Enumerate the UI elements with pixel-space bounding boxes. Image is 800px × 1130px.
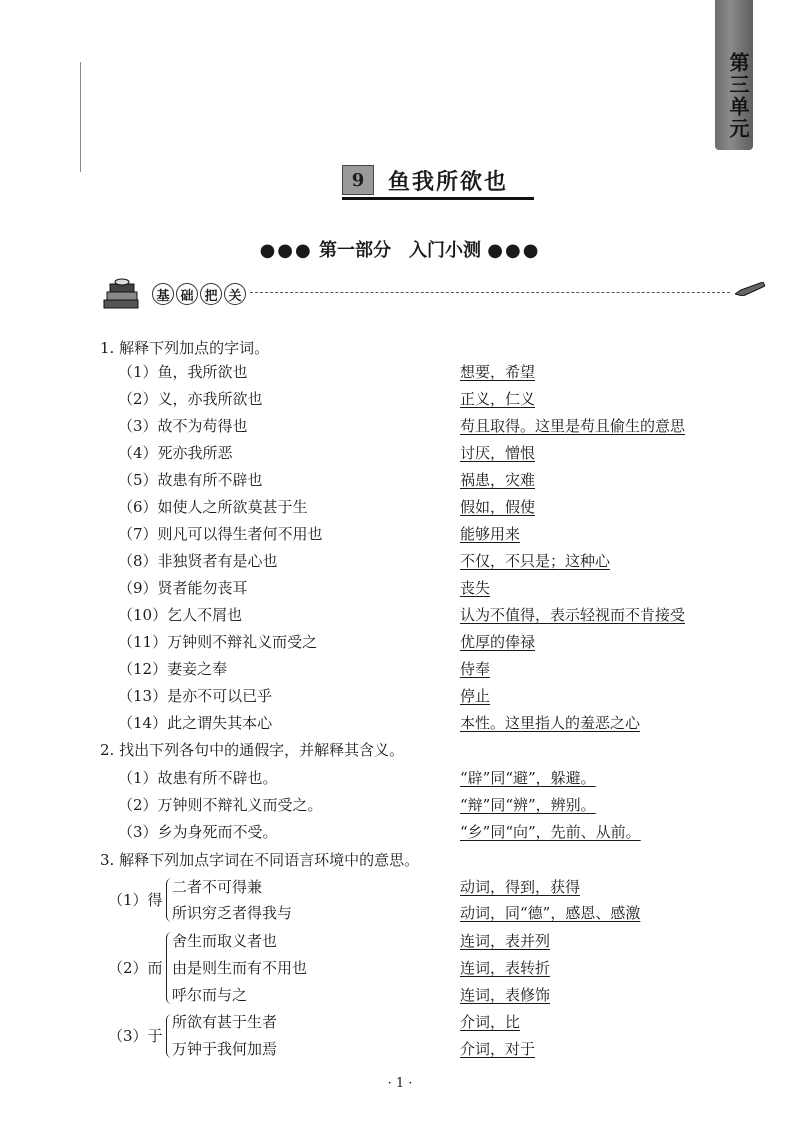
q1-answer: 能够用来 [460,525,521,543]
q1-item: （4）死亦我所恶 [118,444,233,462]
q3-prompt: 3. 解释下列加点字词在不同语言环境中的意思。 [100,851,420,869]
q3-item: 舍生而取义者也 [172,932,278,950]
q3-answer: 连词，表转折 [460,959,551,977]
part-dots-right: ●●● [487,240,541,261]
q2-answer: “辟”同“避”，躲避。 [460,769,596,787]
q1-item: （11）万钟则不辩礼义而受之 [118,633,318,651]
section-char: 把 [200,283,222,305]
q3-item: 万钟于我何加焉 [172,1040,278,1058]
q2-answer: “乡”同“向”，先前、从前。 [460,823,641,841]
q1-item: （9）贤者能勿丧耳 [118,579,248,597]
part-dots-left: ●●● [259,240,313,261]
q3-answer: 动词，同“德”，感恩、感激 [460,904,641,922]
books-icon [100,274,144,314]
q1-answer: 讨厌，憎恨 [460,444,536,462]
q1-answer: 想要，希望 [460,363,536,381]
q3-group-label: （2）而 [108,959,163,977]
section-char: 基 [152,283,174,305]
page-number: · 1 · [387,1076,413,1091]
unit-tab-label: 第三单元 [726,52,750,140]
q3-item: 所欲有甚于生者 [172,1013,278,1031]
q2-prompt: 2. 找出下列各句中的通假字，并解释其含义。 [100,741,405,759]
q3-answer: 连词，表修饰 [460,986,551,1004]
q1-answer: 不仅，不只是；这种心 [460,552,611,570]
q1-item: （2）义，亦我所欲也 [118,390,263,408]
q1-item: （3）故不为苟得也 [118,417,248,435]
margin-rule [80,62,81,172]
q1-answer: 本性。这里指人的羞恶之心 [460,714,641,732]
part-title [0,236,800,262]
lesson-number: 9 [342,165,374,195]
q1-item: （10）乞人不屑也 [118,606,243,624]
q1-answer: 假如，假使 [460,498,536,516]
q3-group-label: （1）得 [108,891,163,909]
q1-answer: 优厚的俸禄 [460,633,536,651]
q2-item: （2）万钟则不辩礼义而受之。 [118,796,323,814]
q1-item: （12）妻妾之奉 [118,660,228,678]
q1-item: （6）如使人之所欲莫甚于生 [118,498,308,516]
section-char: 关 [224,283,246,305]
q3-answer: 介词，比 [460,1013,521,1031]
q1-item: （13）是亦不可以已乎 [118,687,273,705]
q2-item: （3）乡为身死而不受。 [118,823,278,841]
q1-item: （8）非独贤者有是心也 [118,552,278,570]
q1-answer: 侍奉 [460,660,491,678]
section-char: 础 [176,283,198,305]
q1-answer: 正义，仁义 [460,390,536,408]
q3-answer: 动词，得到，获得 [460,878,581,896]
q1-answer: 苟且取得。这里是苟且偷生的意思 [460,417,686,435]
q2-item: （1）故患有所不辟也。 [118,769,278,787]
q3-item: 二者不可得兼 [172,878,263,896]
q1-answer: 停止 [460,687,491,705]
q1-item: （5）故患有所不辟也 [118,471,263,489]
q1-answer: 丧失 [460,579,491,597]
section-header [100,272,246,316]
q3-item: 所识穷乏者得我与 [172,904,293,922]
q2-answer: “辩”同“辨”，辨别。 [460,796,596,814]
q1-item: （1）鱼，我所欲也 [118,363,248,381]
q1-answer: 祸患，灾难 [460,471,536,489]
q1-item: （7）则凡可以得生者何不用也 [118,525,323,543]
dashed-rule [250,292,730,293]
lesson-title [342,165,508,195]
q3-item: 呼尔而与之 [172,986,248,1004]
unit-tab [715,0,753,150]
part-title-text: 第一部分 入门小测 [319,240,481,261]
q1-answer: 认为不值得，表示轻视而不肯接受 [460,606,686,624]
pencil-icon [735,282,765,296]
q3-item: 由是则生而有不用也 [172,959,308,977]
q1-item: （14）此之谓失其本心 [118,714,273,732]
q1-prompt: 1. 解释下列加点的字词。 [100,339,270,357]
title-underline [342,197,534,200]
lesson-name: 鱼我所欲也 [388,168,509,195]
q3-answer: 连词，表并列 [460,932,551,950]
q3-group-label: （3）于 [108,1027,163,1045]
q3-answer: 介词，对于 [460,1040,536,1058]
